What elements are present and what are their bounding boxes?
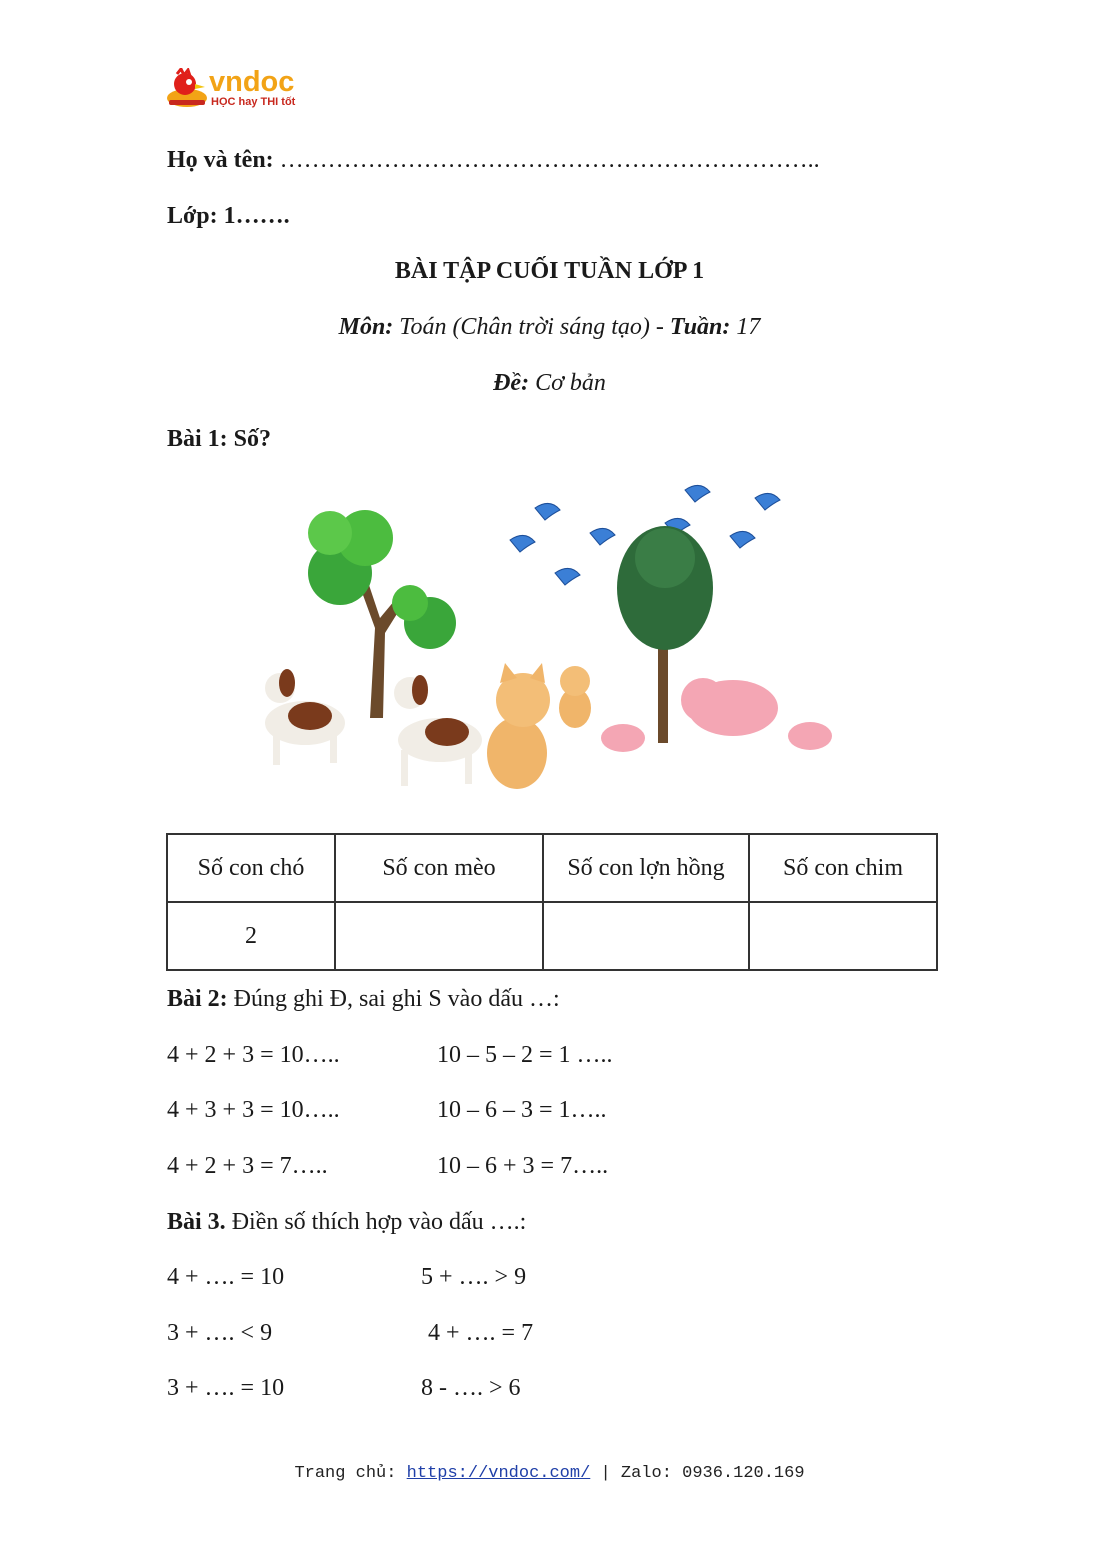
bai2-left-1: 4 + 2 + 3 = 10….. (167, 1042, 340, 1068)
footer-home-link[interactable]: https://vndoc.com/ (406, 1464, 591, 1483)
name-label: Họ và tên: (167, 147, 274, 173)
name-dots: ………………………………………………………….. (273, 147, 820, 173)
level-value: Cơ bản (529, 370, 606, 396)
class-label: Lớp: (167, 203, 218, 229)
dog-icon (394, 675, 482, 786)
bai2-text: Đúng ghi Đ, sai ghi S vào dấu …: (227, 986, 560, 1012)
bai1-heading: Bài 1: Số? (167, 426, 272, 452)
subject-label: Môn: (338, 314, 394, 340)
pig-icon (601, 678, 832, 752)
name-line (167, 145, 820, 175)
table-header-cell: Số con chó (167, 834, 335, 902)
mascot-icon (165, 68, 209, 110)
table-cell-birds[interactable] (749, 902, 937, 970)
subject-value: Toán (Chân trời sáng tạo) - (393, 314, 670, 340)
cat-icon (559, 666, 591, 728)
logo-wordmark: vndoc (209, 66, 295, 98)
tree-icon (308, 510, 456, 718)
bai2-right-1: 10 – 5 – 2 = 1 ….. (437, 1042, 613, 1068)
bai2-left-2: 4 + 3 + 3 = 10….. (167, 1097, 340, 1123)
bai3-left-3: 3 + …. = 10 (167, 1375, 285, 1401)
subject-line (0, 312, 1099, 342)
bai2-right-3: 10 – 6 + 3 = 7….. (437, 1153, 609, 1179)
cat-icon (487, 663, 550, 789)
footer-zalo: Zalo: 0936.120.169 (620, 1464, 805, 1483)
footer-separator: | (590, 1464, 621, 1483)
page-footer (0, 1464, 1099, 1483)
bai2-right-2: 10 – 6 – 3 = 1….. (437, 1097, 607, 1123)
bai2-left-3: 4 + 2 + 3 = 7….. (167, 1153, 328, 1179)
week-value: 17 (730, 314, 761, 340)
table-cell-pigs[interactable] (543, 902, 749, 970)
worksheet-title: BÀI TẬP CUỐI TUẦN LỚP 1 (394, 258, 705, 284)
bai3-right-1: 5 + …. > 9 (421, 1264, 527, 1290)
table-cell-dogs: 2 (167, 902, 335, 970)
bai3-text: Điền số thích hợp vào dấu ….: (225, 1209, 527, 1235)
week-label: Tuần: (669, 314, 731, 340)
level-label: Đề: (493, 370, 530, 396)
bai3-left-2: 3 + …. < 9 (167, 1320, 273, 1346)
bai3-left-1: 4 + …. = 10 (167, 1264, 285, 1290)
dog-icon (265, 669, 345, 765)
bai2-label: Bài 2: (167, 986, 228, 1012)
table-header-cell: Số con mèo (335, 834, 543, 902)
bai3-label: Bài 3. (167, 1209, 226, 1235)
table-cell-cats[interactable] (335, 902, 543, 970)
level-line (0, 368, 1099, 398)
table-header-cell: Số con lợn hồng (543, 834, 749, 902)
table-header-cell: Số con chim (749, 834, 937, 902)
vndoc-logo (165, 66, 315, 114)
bai3-right-2: 4 + …. = 7 (428, 1320, 534, 1346)
logo-tagline: HỌC hay THI tốt (211, 96, 296, 108)
animals-illustration (255, 478, 845, 803)
animal-count-table (166, 833, 938, 971)
class-value: 1……. (217, 203, 290, 229)
bai3-heading (167, 1207, 526, 1237)
footer-home-label: Trang chủ: (294, 1464, 407, 1483)
class-line (167, 201, 290, 231)
bai3-right-3: 8 - …. > 6 (421, 1375, 521, 1401)
bai2-heading (167, 984, 560, 1014)
